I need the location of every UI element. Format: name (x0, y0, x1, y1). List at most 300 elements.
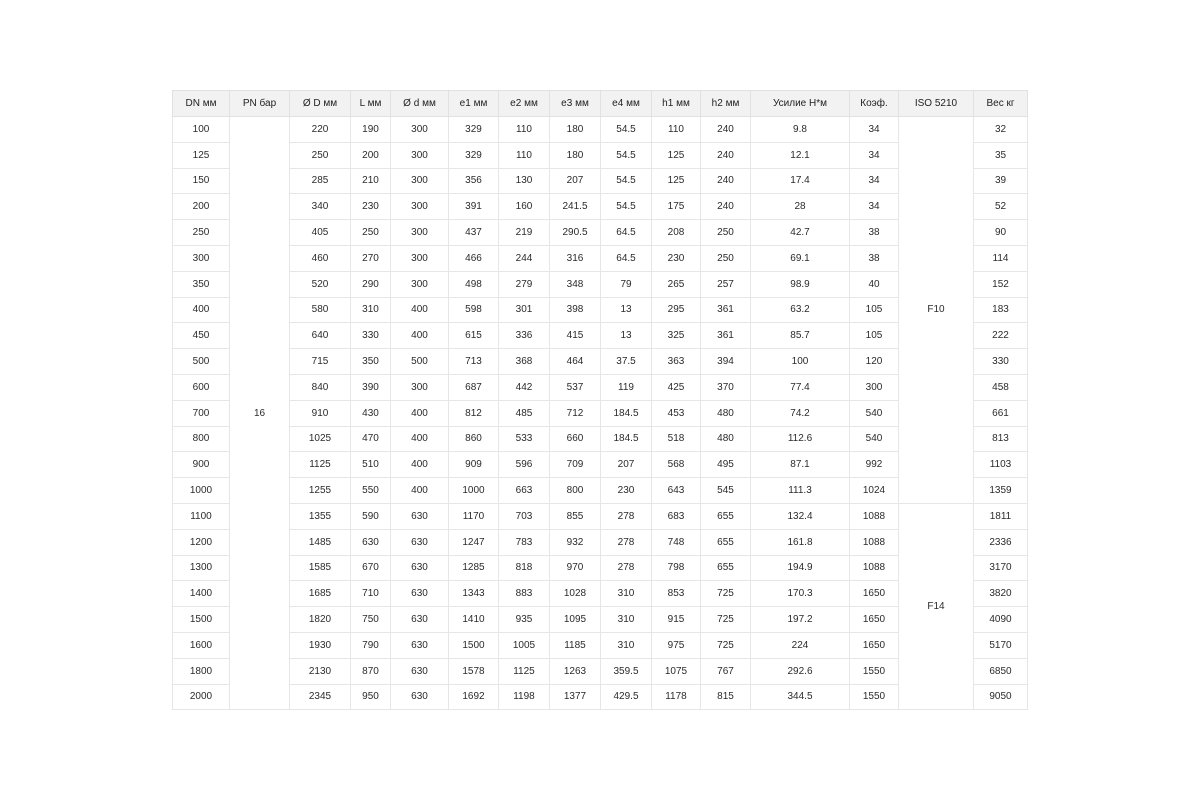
cell-e3: 207 (550, 168, 601, 194)
cell-inner-diameter: 630 (391, 607, 449, 633)
cell-h2: 240 (701, 168, 751, 194)
cell-h1: 208 (652, 220, 701, 246)
cell-outer-diameter: 460 (290, 245, 351, 271)
cell-e3: 398 (550, 297, 601, 323)
cell-inner-diameter: 630 (391, 503, 449, 529)
cell-length: 710 (351, 581, 391, 607)
cell-coefficient: 40 (850, 271, 899, 297)
cell-h2: 655 (701, 503, 751, 529)
cell-e4: 54.5 (601, 168, 652, 194)
cell-dn: 900 (173, 452, 230, 478)
header-e2: e2 мм (499, 91, 550, 117)
cell-e1: 391 (449, 194, 499, 220)
cell-torque: 69.1 (751, 245, 850, 271)
cell-weight: 813 (974, 426, 1028, 452)
cell-inner-diameter: 400 (391, 323, 449, 349)
cell-e1: 1000 (449, 478, 499, 504)
cell-h2: 545 (701, 478, 751, 504)
cell-weight: 222 (974, 323, 1028, 349)
cell-dn: 100 (173, 117, 230, 143)
cell-torque: 74.2 (751, 400, 850, 426)
cell-outer-diameter: 580 (290, 297, 351, 323)
header-inner-diameter: Ø d мм (391, 91, 449, 117)
cell-h1: 1075 (652, 658, 701, 684)
cell-e3: 415 (550, 323, 601, 349)
cell-e3: 290.5 (550, 220, 601, 246)
cell-e4: 278 (601, 503, 652, 529)
table-body (173, 117, 1028, 710)
cell-h1: 683 (652, 503, 701, 529)
header-h1: h1 мм (652, 91, 701, 117)
cell-e2: 160 (499, 194, 550, 220)
cell-length: 230 (351, 194, 391, 220)
header-weight: Вес кг (974, 91, 1028, 117)
cell-dn: 500 (173, 349, 230, 375)
cell-weight: 3170 (974, 555, 1028, 581)
cell-h1: 295 (652, 297, 701, 323)
cell-outer-diameter: 840 (290, 374, 351, 400)
cell-outer-diameter: 715 (290, 349, 351, 375)
cell-length: 630 (351, 529, 391, 555)
cell-outer-diameter: 1585 (290, 555, 351, 581)
cell-length: 250 (351, 220, 391, 246)
cell-length: 310 (351, 297, 391, 323)
cell-e2: 110 (499, 117, 550, 143)
cell-e1: 1170 (449, 503, 499, 529)
cell-h1: 265 (652, 271, 701, 297)
cell-length: 350 (351, 349, 391, 375)
cell-e1: 860 (449, 426, 499, 452)
cell-length: 270 (351, 245, 391, 271)
cell-e3: 537 (550, 374, 601, 400)
cell-e2: 1198 (499, 684, 550, 710)
cell-e3: 1095 (550, 607, 601, 633)
cell-torque: 85.7 (751, 323, 850, 349)
cell-dn: 1400 (173, 581, 230, 607)
cell-h2: 767 (701, 658, 751, 684)
cell-e1: 1410 (449, 607, 499, 633)
cell-outer-diameter: 1355 (290, 503, 351, 529)
cell-inner-diameter: 400 (391, 297, 449, 323)
cell-e3: 1263 (550, 658, 601, 684)
cell-weight: 661 (974, 400, 1028, 426)
cell-weight: 9050 (974, 684, 1028, 710)
cell-e1: 1578 (449, 658, 499, 684)
cell-e4: 13 (601, 297, 652, 323)
cell-torque: 292.6 (751, 658, 850, 684)
cell-inner-diameter: 300 (391, 271, 449, 297)
cell-inner-diameter: 300 (391, 245, 449, 271)
cell-torque: 344.5 (751, 684, 850, 710)
cell-inner-diameter: 630 (391, 581, 449, 607)
cell-h2: 480 (701, 400, 751, 426)
cell-inner-diameter: 400 (391, 478, 449, 504)
cell-inner-diameter: 400 (391, 426, 449, 452)
cell-h2: 480 (701, 426, 751, 452)
cell-dn: 1300 (173, 555, 230, 581)
cell-length: 510 (351, 452, 391, 478)
cell-h2: 495 (701, 452, 751, 478)
cell-e2: 818 (499, 555, 550, 581)
cell-torque: 112.6 (751, 426, 850, 452)
cell-h2: 361 (701, 297, 751, 323)
cell-h1: 110 (652, 117, 701, 143)
cell-e1: 1500 (449, 632, 499, 658)
cell-h2: 361 (701, 323, 751, 349)
cell-dn: 200 (173, 194, 230, 220)
cell-e2: 703 (499, 503, 550, 529)
cell-weight: 5170 (974, 632, 1028, 658)
cell-pn: 16 (230, 117, 290, 710)
cell-h1: 798 (652, 555, 701, 581)
cell-torque: 170.3 (751, 581, 850, 607)
cell-dn: 1200 (173, 529, 230, 555)
cell-coefficient: 300 (850, 374, 899, 400)
cell-inner-diameter: 400 (391, 400, 449, 426)
cell-coefficient: 540 (850, 426, 899, 452)
cell-e3: 800 (550, 478, 601, 504)
cell-dn: 1000 (173, 478, 230, 504)
cell-torque: 87.1 (751, 452, 850, 478)
cell-e4: 230 (601, 478, 652, 504)
cell-dn: 1800 (173, 658, 230, 684)
cell-e1: 713 (449, 349, 499, 375)
cell-torque: 224 (751, 632, 850, 658)
cell-torque: 63.2 (751, 297, 850, 323)
cell-inner-diameter: 300 (391, 374, 449, 400)
cell-inner-diameter: 300 (391, 142, 449, 168)
cell-e3: 970 (550, 555, 601, 581)
cell-e4: 359.5 (601, 658, 652, 684)
cell-e1: 1285 (449, 555, 499, 581)
cell-length: 870 (351, 658, 391, 684)
cell-weight: 1359 (974, 478, 1028, 504)
cell-e2: 301 (499, 297, 550, 323)
cell-e3: 180 (550, 117, 601, 143)
cell-torque: 9.8 (751, 117, 850, 143)
cell-e4: 64.5 (601, 245, 652, 271)
cell-weight: 32 (974, 117, 1028, 143)
cell-dn: 800 (173, 426, 230, 452)
cell-dn: 250 (173, 220, 230, 246)
cell-outer-diameter: 910 (290, 400, 351, 426)
cell-coefficient: 1650 (850, 581, 899, 607)
cell-h2: 725 (701, 607, 751, 633)
cell-h2: 655 (701, 555, 751, 581)
cell-coefficient: 1088 (850, 503, 899, 529)
header-row (173, 91, 1028, 117)
cell-h1: 518 (652, 426, 701, 452)
cell-weight: 52 (974, 194, 1028, 220)
cell-e1: 329 (449, 117, 499, 143)
cell-coefficient: 34 (850, 194, 899, 220)
cell-e2: 783 (499, 529, 550, 555)
cell-weight: 1811 (974, 503, 1028, 529)
cell-h2: 394 (701, 349, 751, 375)
cell-coefficient: 992 (850, 452, 899, 478)
cell-coefficient: 1650 (850, 607, 899, 633)
cell-inner-diameter: 300 (391, 117, 449, 143)
cell-inner-diameter: 630 (391, 658, 449, 684)
header-torque: Усилие Н*м (751, 91, 850, 117)
cell-e2: 1125 (499, 658, 550, 684)
cell-length: 670 (351, 555, 391, 581)
cell-e4: 278 (601, 555, 652, 581)
cell-e3: 464 (550, 349, 601, 375)
cell-inner-diameter: 300 (391, 220, 449, 246)
cell-e2: 442 (499, 374, 550, 400)
cell-e3: 1185 (550, 632, 601, 658)
cell-h2: 240 (701, 194, 751, 220)
cell-inner-diameter: 630 (391, 632, 449, 658)
cell-outer-diameter: 2130 (290, 658, 351, 684)
cell-h1: 568 (652, 452, 701, 478)
header-h2: h2 мм (701, 91, 751, 117)
cell-e4: 13 (601, 323, 652, 349)
cell-length: 200 (351, 142, 391, 168)
header-length: L мм (351, 91, 391, 117)
cell-h2: 257 (701, 271, 751, 297)
cell-weight: 2336 (974, 529, 1028, 555)
cell-torque: 197.2 (751, 607, 850, 633)
cell-e3: 1377 (550, 684, 601, 710)
cell-e1: 437 (449, 220, 499, 246)
cell-torque: 42.7 (751, 220, 850, 246)
header-e4: e4 мм (601, 91, 652, 117)
table-row (173, 503, 1028, 529)
cell-e2: 533 (499, 426, 550, 452)
cell-length: 750 (351, 607, 391, 633)
cell-h1: 1178 (652, 684, 701, 710)
header-iso: ISO 5210 (899, 91, 974, 117)
cell-weight: 39 (974, 168, 1028, 194)
cell-inner-diameter: 630 (391, 529, 449, 555)
cell-outer-diameter: 340 (290, 194, 351, 220)
cell-torque: 98.9 (751, 271, 850, 297)
cell-e2: 935 (499, 607, 550, 633)
cell-e3: 855 (550, 503, 601, 529)
cell-weight: 4090 (974, 607, 1028, 633)
cell-e4: 54.5 (601, 117, 652, 143)
cell-coefficient: 1088 (850, 529, 899, 555)
cell-h1: 425 (652, 374, 701, 400)
cell-e3: 709 (550, 452, 601, 478)
cell-e4: 184.5 (601, 400, 652, 426)
cell-e3: 932 (550, 529, 601, 555)
cell-h1: 175 (652, 194, 701, 220)
cell-e3: 660 (550, 426, 601, 452)
cell-outer-diameter: 405 (290, 220, 351, 246)
cell-h2: 370 (701, 374, 751, 400)
cell-h1: 125 (652, 142, 701, 168)
cell-h2: 240 (701, 142, 751, 168)
cell-outer-diameter: 1125 (290, 452, 351, 478)
cell-e4: 310 (601, 581, 652, 607)
cell-outer-diameter: 1485 (290, 529, 351, 555)
cell-torque: 77.4 (751, 374, 850, 400)
cell-outer-diameter: 1820 (290, 607, 351, 633)
cell-e1: 812 (449, 400, 499, 426)
cell-torque: 111.3 (751, 478, 850, 504)
cell-e4: 278 (601, 529, 652, 555)
cell-e2: 219 (499, 220, 550, 246)
cell-outer-diameter: 1255 (290, 478, 351, 504)
cell-outer-diameter: 640 (290, 323, 351, 349)
cell-e3: 712 (550, 400, 601, 426)
cell-e2: 663 (499, 478, 550, 504)
cell-weight: 114 (974, 245, 1028, 271)
cell-coefficient: 1550 (850, 684, 899, 710)
cell-e1: 598 (449, 297, 499, 323)
cell-h1: 748 (652, 529, 701, 555)
cell-coefficient: 1650 (850, 632, 899, 658)
cell-length: 210 (351, 168, 391, 194)
cell-coefficient: 120 (850, 349, 899, 375)
cell-torque: 194.9 (751, 555, 850, 581)
cell-e2: 336 (499, 323, 550, 349)
cell-weight: 6850 (974, 658, 1028, 684)
cell-length: 430 (351, 400, 391, 426)
cell-outer-diameter: 250 (290, 142, 351, 168)
cell-e2: 485 (499, 400, 550, 426)
cell-torque: 100 (751, 349, 850, 375)
cell-dn: 700 (173, 400, 230, 426)
cell-h2: 725 (701, 632, 751, 658)
cell-e4: 37.5 (601, 349, 652, 375)
cell-e1: 356 (449, 168, 499, 194)
cell-inner-diameter: 400 (391, 452, 449, 478)
cell-e3: 348 (550, 271, 601, 297)
cell-e4: 310 (601, 632, 652, 658)
cell-e1: 687 (449, 374, 499, 400)
cell-outer-diameter: 1930 (290, 632, 351, 658)
cell-inner-diameter: 630 (391, 684, 449, 710)
cell-weight: 183 (974, 297, 1028, 323)
cell-dn: 1100 (173, 503, 230, 529)
cell-h2: 250 (701, 220, 751, 246)
cell-coefficient: 34 (850, 142, 899, 168)
cell-outer-diameter: 220 (290, 117, 351, 143)
cell-e4: 207 (601, 452, 652, 478)
cell-e3: 180 (550, 142, 601, 168)
cell-e2: 1005 (499, 632, 550, 658)
cell-e2: 130 (499, 168, 550, 194)
cell-dn: 125 (173, 142, 230, 168)
cell-e3: 316 (550, 245, 601, 271)
cell-e1: 909 (449, 452, 499, 478)
cell-dn: 300 (173, 245, 230, 271)
cell-h2: 815 (701, 684, 751, 710)
cell-e3: 1028 (550, 581, 601, 607)
cell-length: 470 (351, 426, 391, 452)
cell-length: 590 (351, 503, 391, 529)
spec-table (172, 90, 1028, 710)
cell-e2: 596 (499, 452, 550, 478)
cell-h2: 655 (701, 529, 751, 555)
cell-e1: 329 (449, 142, 499, 168)
cell-e4: 310 (601, 607, 652, 633)
cell-e4: 184.5 (601, 426, 652, 452)
cell-outer-diameter: 520 (290, 271, 351, 297)
cell-dn: 350 (173, 271, 230, 297)
cell-weight: 35 (974, 142, 1028, 168)
cell-coefficient: 540 (850, 400, 899, 426)
cell-length: 190 (351, 117, 391, 143)
cell-h1: 975 (652, 632, 701, 658)
cell-coefficient: 34 (850, 168, 899, 194)
cell-e4: 54.5 (601, 194, 652, 220)
cell-torque: 132.4 (751, 503, 850, 529)
cell-weight: 90 (974, 220, 1028, 246)
cell-length: 950 (351, 684, 391, 710)
cell-e2: 110 (499, 142, 550, 168)
cell-dn: 2000 (173, 684, 230, 710)
cell-e4: 64.5 (601, 220, 652, 246)
header-outer-diameter: Ø D мм (290, 91, 351, 117)
cell-dn: 450 (173, 323, 230, 349)
cell-e1: 498 (449, 271, 499, 297)
cell-e2: 279 (499, 271, 550, 297)
cell-h2: 240 (701, 117, 751, 143)
cell-h2: 250 (701, 245, 751, 271)
cell-torque: 161.8 (751, 529, 850, 555)
cell-e2: 883 (499, 581, 550, 607)
cell-coefficient: 1550 (850, 658, 899, 684)
cell-weight: 458 (974, 374, 1028, 400)
cell-e3: 241.5 (550, 194, 601, 220)
cell-e1: 1343 (449, 581, 499, 607)
cell-h1: 643 (652, 478, 701, 504)
cell-e1: 1692 (449, 684, 499, 710)
cell-outer-diameter: 2345 (290, 684, 351, 710)
cell-inner-diameter: 300 (391, 194, 449, 220)
cell-e1: 615 (449, 323, 499, 349)
cell-inner-diameter: 300 (391, 168, 449, 194)
cell-coefficient: 38 (850, 220, 899, 246)
cell-coefficient: 38 (850, 245, 899, 271)
cell-e1: 1247 (449, 529, 499, 555)
cell-length: 290 (351, 271, 391, 297)
cell-weight: 1103 (974, 452, 1028, 478)
cell-e1: 466 (449, 245, 499, 271)
cell-dn: 1500 (173, 607, 230, 633)
cell-h1: 230 (652, 245, 701, 271)
cell-torque: 12.1 (751, 142, 850, 168)
cell-coefficient: 34 (850, 117, 899, 143)
cell-outer-diameter: 285 (290, 168, 351, 194)
cell-dn: 150 (173, 168, 230, 194)
cell-weight: 3820 (974, 581, 1028, 607)
cell-e4: 79 (601, 271, 652, 297)
cell-h2: 725 (701, 581, 751, 607)
cell-inner-diameter: 630 (391, 555, 449, 581)
cell-h1: 915 (652, 607, 701, 633)
cell-e4: 119 (601, 374, 652, 400)
cell-coefficient: 1088 (850, 555, 899, 581)
cell-weight: 330 (974, 349, 1028, 375)
cell-length: 330 (351, 323, 391, 349)
cell-dn: 400 (173, 297, 230, 323)
cell-length: 390 (351, 374, 391, 400)
cell-torque: 17.4 (751, 168, 850, 194)
cell-coefficient: 105 (850, 297, 899, 323)
cell-inner-diameter: 500 (391, 349, 449, 375)
cell-h1: 363 (652, 349, 701, 375)
cell-length: 790 (351, 632, 391, 658)
cell-h1: 453 (652, 400, 701, 426)
cell-dn: 600 (173, 374, 230, 400)
header-pn: PN бар (230, 91, 290, 117)
